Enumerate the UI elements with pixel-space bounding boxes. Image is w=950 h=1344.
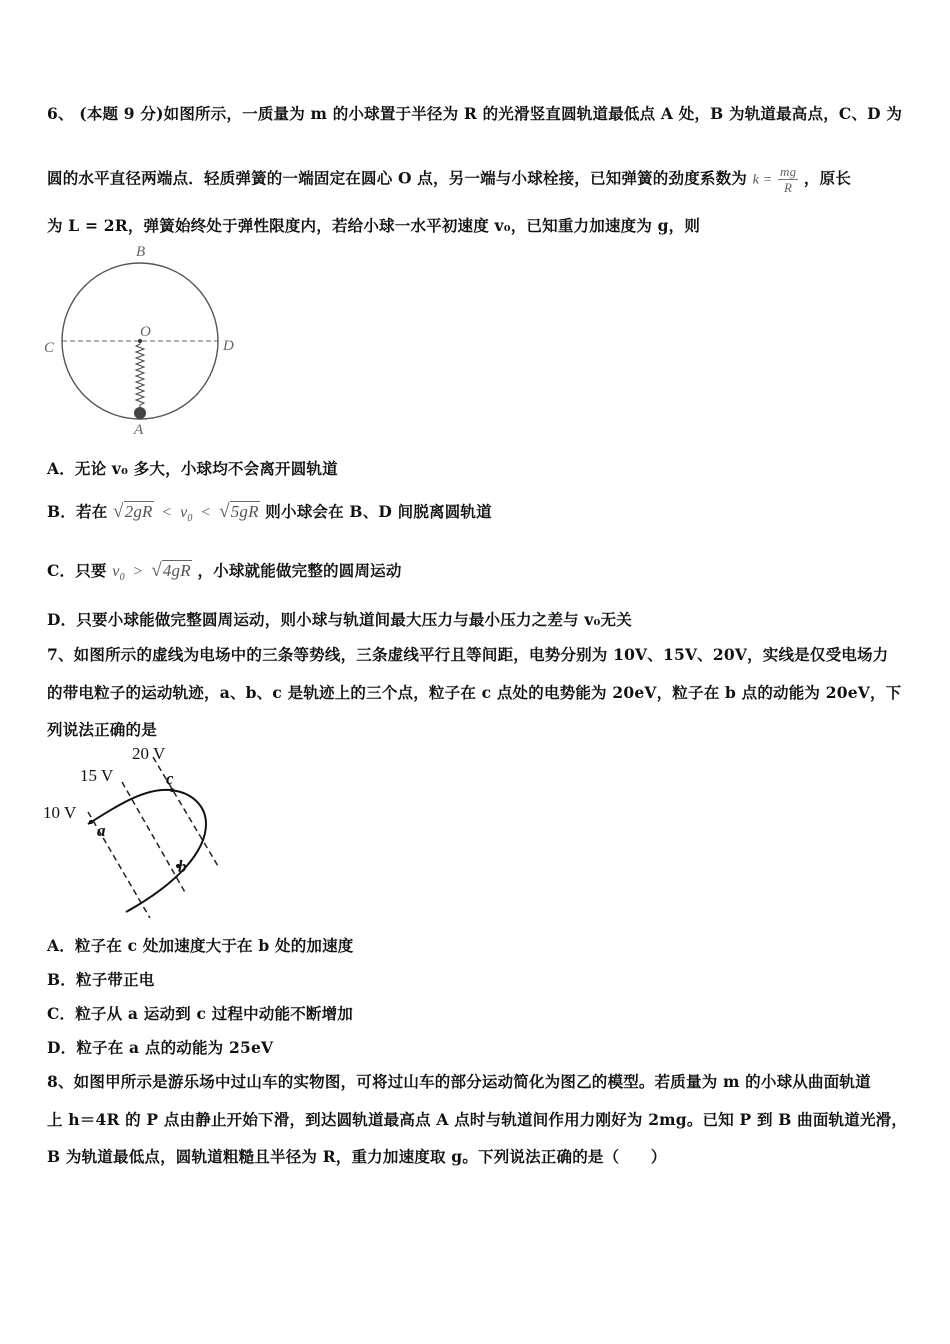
q6-stem-line3: 为 L = 2R，弹簧始终处于弹性限度内，若给小球一水平初速度 v₀，已知重力加速度为 g，则: [47, 216, 701, 235]
sqrt-sign-3: √: [151, 560, 162, 581]
spring: [136, 340, 144, 408]
q6-option-c-prefix: C．只要: [47, 561, 107, 580]
q8-stem-line2: 上 h＝4R 的 P 点由静止开始下滑，到达圆轨道最高点 A 点时与轨道间作用力刚好为 2mg。已知 P 到 B 曲面轨道光滑，: [47, 1110, 908, 1129]
q8-stem-line1: 8、如图甲所示是游乐场中过山车的实物图，可将过山车的部分运动简化为图乙的模型。若质量为 m 的小球从曲面轨道: [47, 1072, 871, 1091]
less-than-2: <: [201, 504, 211, 521]
formula-fraction: [778, 164, 798, 195]
q6-option-d: D．只要小球能做完整圆周运动，则小球与轨道间最大压力与最小压力之差与 v₀无关: [47, 610, 632, 629]
sqrt-sign-2: √: [219, 501, 230, 522]
greater-than: >: [133, 563, 143, 580]
q6-stem-line2-end: ，原长: [803, 168, 851, 188]
q7-option-d: D．粒子在 a 点的动能为 25eV: [47, 1038, 274, 1057]
q6-option-b-prefix: B．若在: [47, 502, 108, 521]
q6-stem-line2: [47, 164, 851, 195]
q6-figure: [40, 240, 240, 440]
point-a: [89, 820, 93, 824]
q8-stem-line3: B 为轨道最低点，圆轨道粗糙且半径为 R，重力加速度取 g。下列说法正确的是（ ）: [47, 1147, 667, 1166]
q7-stem-line1: 7、如图所示的虚线为电场中的三条等势线，三条虚线平行且等间距，电势分别为 10V、15V、20V，实线是仅受电场力: [47, 645, 889, 664]
v0-subscript-b: 0: [187, 513, 193, 525]
q6-option-b-suffix: 则小球会在 B、D 间脱离圆轨道: [265, 502, 492, 521]
point-c: [170, 788, 174, 792]
sqrt-sign-1: √: [113, 501, 124, 522]
equipotential-20v: [153, 757, 218, 866]
particle-trajectory: [88, 790, 206, 912]
q7-figure: [40, 742, 225, 922]
label-a: a: [97, 821, 106, 840]
q7-option-a: A．粒子在 c 处加速度大于在 b 处的加速度: [47, 936, 354, 955]
v0-symbol-c: v: [112, 563, 120, 580]
label-d: D: [223, 338, 234, 354]
q7-option-b: B．粒子带正电: [47, 970, 155, 989]
label-b: b: [178, 857, 187, 876]
radicand-3: 4gR: [162, 561, 191, 580]
small-ball: [134, 407, 146, 419]
label-c: C: [44, 340, 55, 356]
q6-option-c-suffix: ，小球就能做完整的圆周运动: [197, 561, 402, 580]
radicand-1: 2gR: [124, 502, 153, 521]
label-b: B: [136, 244, 146, 260]
formula-numerator: mg: [779, 164, 797, 179]
label-c: c: [166, 769, 174, 788]
label-15v: 15 V: [80, 766, 114, 785]
q6-option-a: A．无论 v₀ 多大，小球均不会离开圆轨道: [47, 459, 338, 478]
q6-option-b: [47, 500, 492, 524]
less-than-1: <: [162, 504, 172, 521]
label-a: A: [134, 422, 144, 438]
label-20v: 20 V: [132, 744, 166, 763]
v0-symbol-b: v: [180, 504, 188, 521]
q6-stem-line2-text: 圆的水平直径两端点．轻质弹簧的一端固定在圆心 O 点，另一端与小球栓接，已知弹簧的劲度系数为: [47, 168, 747, 188]
q6-option-c: [47, 559, 402, 583]
q7-stem-line2: 的带电粒子的运动轨迹，a、b、c 是轨迹上的三个点，粒子在 c 点处的电势能为 20eV，粒子在 b 点的动能为 20eV，下: [47, 683, 902, 702]
formula-denominator: R: [784, 180, 793, 195]
radicand-2: 5gR: [230, 502, 259, 521]
q7-option-c: C．粒子从 a 运动到 c 过程中动能不断增加: [47, 1004, 354, 1023]
v0-subscript-c: 0: [119, 572, 125, 584]
q6-stem-line1: 6、 (本题 9 分)如图所示，一质量为 m 的小球置于半径为 R 的光滑竖直圆轨道最低点 A 处，B 为轨道最高点，C、D 为: [47, 104, 903, 123]
formula-k: k =: [752, 172, 773, 188]
q7-stem-line3: 列说法正确的是: [47, 720, 157, 739]
label-o: O: [140, 324, 151, 340]
label-10v: 10 V: [43, 803, 77, 822]
